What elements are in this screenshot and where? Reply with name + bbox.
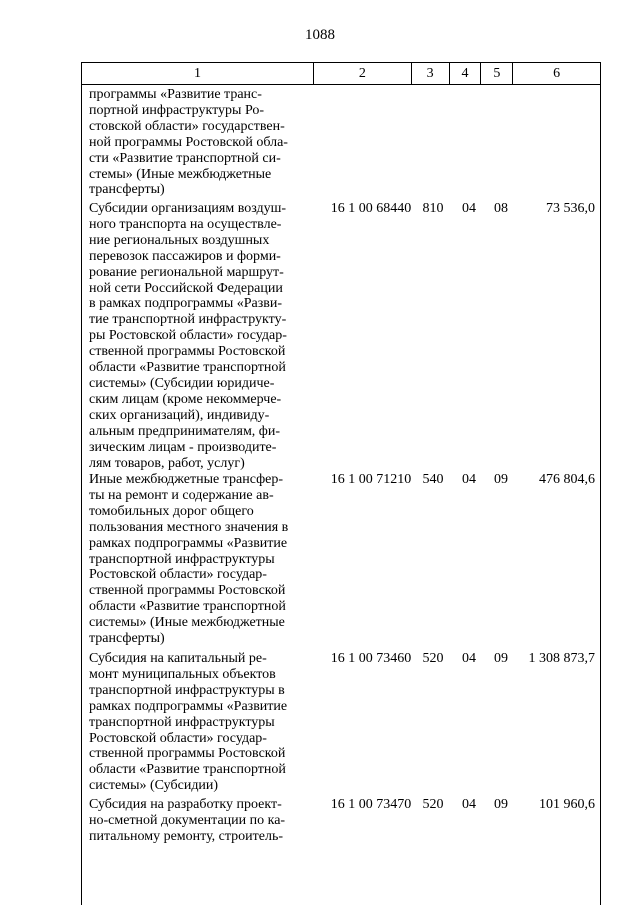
header-col-5: 5 xyxy=(481,63,513,84)
row-expense-type: 540 xyxy=(422,472,444,487)
row-code: 16 1 00 73460 xyxy=(330,651,412,666)
header-col-6: 6 xyxy=(553,66,561,81)
row-section: 04 xyxy=(462,651,476,666)
row-code: 16 1 00 68440 xyxy=(330,201,412,216)
row-subsection: 09 xyxy=(494,472,508,487)
header-col-2: 2 xyxy=(314,63,412,84)
row-subsection: 09 xyxy=(494,797,508,812)
row-description: программы «Развитие транс- портной инфраструктуры Ро- стовской области» государствен- ной программы Ростовской обла- сти «Развитие транспортной си- стемы» (Иные межбюджетные трансферты) xyxy=(89,87,288,198)
table-header xyxy=(81,62,601,85)
row-amount: 73 536,0 xyxy=(546,201,595,216)
row-subsection: 09 xyxy=(494,651,508,666)
header-col-3: 3 xyxy=(412,63,450,84)
row-description: Субсидия на разработку проект- но-сметной документации по ка- питальному ремонту, строитель- xyxy=(89,797,286,844)
row-description: Субсидии организациям воздуш- ного транспорта на осуществле- ние региональных воздушных перевозок пассажиров и форми- рование региональной маршрут- ной сети Российской Федерации в рамках подпрограммы «Разви- тие транспортной инфраструкту- ры Ростовской области» государ- ственной программы Ростовской области «Развитие транспортной системы» (Субсидии юридиче- ским лицам (кроме некоммерче- ских организаций), индивиду- альным предпринимателям, фи- зическим лицам - производите- лям товаров, работ, услуг) xyxy=(89,201,287,471)
page-number: 1088 xyxy=(305,27,335,43)
row-section: 04 xyxy=(462,797,476,812)
row-description: Иные межбюджетные трансфер- ты на ремонт и содержание ав- томобильных дорог общего пользования местного значения в рамках подпрограммы «Развитие транспортной инфраструктуры Ростовской области» государ- ственной программы Ростовской области «Развитие транспортной системы» (Иные межбюджетные трансферты) xyxy=(89,472,289,647)
row-amount: 1 308 873,7 xyxy=(528,651,595,666)
row-code: 16 1 00 73470 xyxy=(330,797,412,812)
table-rule-right xyxy=(600,85,601,905)
header-col-1: 1 xyxy=(82,63,314,84)
row-expense-type: 520 xyxy=(422,651,444,666)
row-section: 04 xyxy=(462,201,476,216)
row-code: 16 1 00 71210 xyxy=(330,472,412,487)
row-subsection: 08 xyxy=(494,201,508,216)
row-description: Субсидия на капитальный ре- монт муниципальных объектов транспортной инфраструктуры в рамках подпрограммы «Развитие транспортной инфраструктуры Ростовской области» государ- ственной программы Ростовской области «Развитие транспортной системы» (Субсидии) xyxy=(89,651,288,794)
header-col-4: 4 xyxy=(450,63,482,84)
row-amount: 476 804,6 xyxy=(539,472,595,487)
row-section: 04 xyxy=(462,472,476,487)
row-expense-type: 520 xyxy=(422,797,444,812)
row-amount: 101 960,6 xyxy=(539,797,595,812)
table-rule-left xyxy=(81,85,82,905)
row-expense-type: 810 xyxy=(422,201,444,216)
